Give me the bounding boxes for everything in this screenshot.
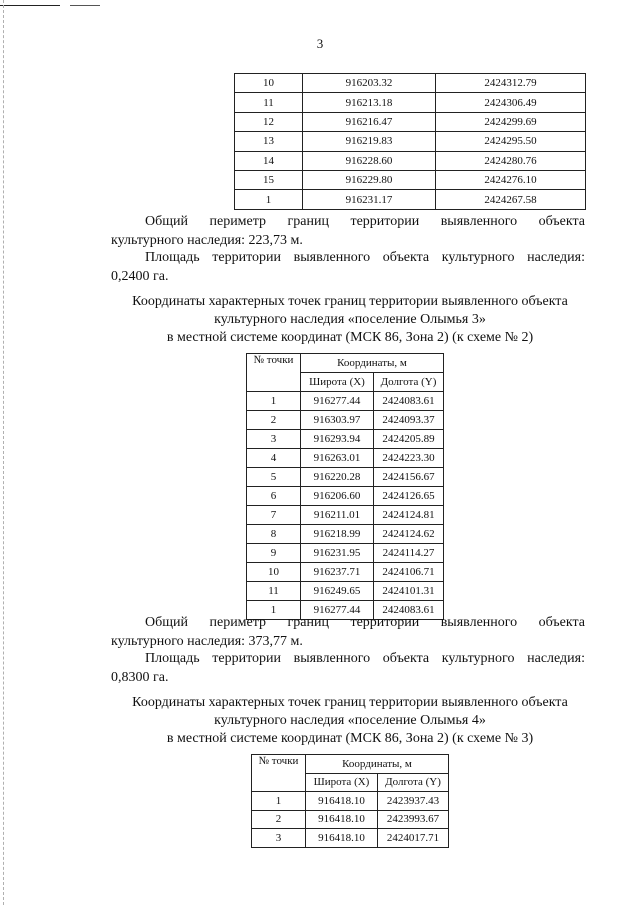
- table-row: [235, 132, 586, 151]
- table-row: [247, 544, 444, 563]
- table-row: [235, 74, 586, 93]
- table-row: [247, 525, 444, 544]
- longitude-cell: 2424083.61: [374, 392, 444, 411]
- latitude-cell: 916219.83: [303, 132, 436, 151]
- longitude-cell: 2424124.62: [374, 525, 444, 544]
- perimeter-text-1-line2: культурного наследия: 223,73 м.: [111, 233, 303, 248]
- table-row: [247, 449, 444, 468]
- table-row: [252, 829, 449, 848]
- longitude-cell: 2424124.81: [374, 506, 444, 525]
- table-row: [235, 190, 586, 209]
- table-row: [235, 151, 586, 170]
- latitude-cell: 916229.80: [303, 170, 436, 189]
- point-number-cell: 3: [252, 829, 306, 848]
- table-row: [247, 468, 444, 487]
- point-number-cell: 1: [252, 792, 306, 811]
- header-latitude: Широта (X): [306, 773, 378, 792]
- perimeter-text-2-line1: Общий периметр границ территории выявленного объекта: [145, 615, 585, 630]
- latitude-cell: 916418.10: [306, 829, 378, 848]
- section-2-heading-line3: в местной системе координат (МСК 86, Зона 2) (к схеме № 2): [166, 330, 534, 345]
- top-rule: [0, 5, 60, 6]
- point-number-cell: 14: [235, 151, 303, 170]
- page-number: 3: [316, 36, 324, 51]
- point-number-cell: 1: [247, 392, 301, 411]
- table-row: [252, 792, 449, 811]
- coords-table-2: [246, 353, 444, 620]
- coords-table-1: [234, 73, 586, 210]
- section-3-heading-line3: в местной системе координат (МСК 86, Зона 2) (к схеме № 3): [166, 731, 534, 746]
- latitude-cell: 916213.18: [303, 93, 436, 112]
- point-number-cell: 4: [247, 449, 301, 468]
- point-number-cell: 10: [247, 563, 301, 582]
- longitude-cell: 2424299.69: [436, 112, 586, 131]
- header-coordinates: Координаты, м: [306, 755, 449, 774]
- header-longitude: Долгота (Y): [374, 373, 444, 392]
- table-row: [235, 170, 586, 189]
- table-row: [247, 563, 444, 582]
- coords-table-3: [251, 754, 449, 848]
- longitude-cell: 2424295.50: [436, 132, 586, 151]
- longitude-cell: 2424205.89: [374, 430, 444, 449]
- table-row: [247, 506, 444, 525]
- latitude-cell: 916303.97: [301, 411, 374, 430]
- point-number-cell: 2: [252, 810, 306, 829]
- longitude-cell: 2424114.27: [374, 544, 444, 563]
- longitude-cell: 2423993.67: [378, 810, 449, 829]
- longitude-cell: 2424126.65: [374, 487, 444, 506]
- latitude-cell: 916237.71: [301, 563, 374, 582]
- longitude-cell: 2424280.76: [436, 151, 586, 170]
- table-row: [247, 582, 444, 601]
- area-text-1-line1: Площадь территории выявленного объекта культурного наследия:: [145, 250, 585, 265]
- section-2-heading-line1: Координаты характерных точек границ территории выявленного объекта: [132, 294, 568, 309]
- latitude-cell: 916220.28: [301, 468, 374, 487]
- table-row: [247, 392, 444, 411]
- longitude-cell: 2424306.49: [436, 93, 586, 112]
- latitude-cell: 916249.65: [301, 582, 374, 601]
- point-number-cell: 11: [235, 93, 303, 112]
- latitude-cell: 916418.10: [306, 792, 378, 811]
- perimeter-text-1-line1: Общий периметр границ территории выявленного объекта: [145, 214, 585, 229]
- point-number-cell: 1: [247, 601, 301, 620]
- point-number-cell: 13: [235, 132, 303, 151]
- latitude-cell: 916231.17: [303, 190, 436, 209]
- longitude-cell: 2424223.30: [374, 449, 444, 468]
- point-number-cell: 5: [247, 468, 301, 487]
- latitude-cell: 916203.32: [303, 74, 436, 93]
- section-3-heading-line1: Координаты характерных точек границ территории выявленного объекта: [132, 695, 568, 710]
- longitude-cell: 2424083.61: [374, 601, 444, 620]
- table-row: [252, 810, 449, 829]
- longitude-cell: 2424276.10: [436, 170, 586, 189]
- longitude-cell: 2424101.31: [374, 582, 444, 601]
- point-number-cell: 9: [247, 544, 301, 563]
- latitude-cell: 916418.10: [306, 810, 378, 829]
- point-number-cell: 12: [235, 112, 303, 131]
- area-text-2-line1: Площадь территории выявленного объекта культурного наследия:: [145, 651, 585, 666]
- table-row: [247, 411, 444, 430]
- section-2-heading-line2: культурного наследия «поселение Олымья 3»: [214, 312, 486, 327]
- latitude-cell: 916216.47: [303, 112, 436, 131]
- point-number-cell: 7: [247, 506, 301, 525]
- coords-table-3-body: [252, 792, 449, 848]
- latitude-cell: 916277.44: [301, 392, 374, 411]
- table-row: [247, 430, 444, 449]
- point-number-cell: 1: [235, 190, 303, 209]
- latitude-cell: 916211.01: [301, 506, 374, 525]
- longitude-cell: 2424267.58: [436, 190, 586, 209]
- header-point-number: № точки: [252, 755, 306, 792]
- latitude-cell: 916218.99: [301, 525, 374, 544]
- header-latitude: Широта (X): [301, 373, 374, 392]
- perimeter-text-2-line2: культурного наследия: 373,77 м.: [111, 634, 303, 649]
- table-row: [235, 112, 586, 131]
- latitude-cell: 916231.95: [301, 544, 374, 563]
- section-3-heading-line2: культурного наследия «поселение Олымья 4»: [214, 713, 486, 728]
- area-text-1-line2: 0,2400 га.: [111, 269, 169, 284]
- longitude-cell: 2424156.67: [374, 468, 444, 487]
- point-number-cell: 3: [247, 430, 301, 449]
- header-coordinates: Координаты, м: [301, 354, 444, 373]
- coords-table-2-body: [247, 392, 444, 620]
- header-longitude: Долгота (Y): [378, 773, 449, 792]
- longitude-cell: 2424017.71: [378, 829, 449, 848]
- latitude-cell: 916293.94: [301, 430, 374, 449]
- latitude-cell: 916206.60: [301, 487, 374, 506]
- coords-table-1-body: [235, 74, 586, 210]
- header-point-number: № точки: [247, 354, 301, 392]
- binding-margin-line: [3, 0, 4, 905]
- point-number-cell: 11: [247, 582, 301, 601]
- latitude-cell: 916277.44: [301, 601, 374, 620]
- longitude-cell: 2424093.37: [374, 411, 444, 430]
- point-number-cell: 8: [247, 525, 301, 544]
- table-row: [247, 487, 444, 506]
- point-number-cell: 10: [235, 74, 303, 93]
- point-number-cell: 2: [247, 411, 301, 430]
- longitude-cell: 2424312.79: [436, 74, 586, 93]
- top-rule-short: [70, 5, 100, 6]
- latitude-cell: 916263.01: [301, 449, 374, 468]
- point-number-cell: 6: [247, 487, 301, 506]
- table-row: [235, 93, 586, 112]
- longitude-cell: 2423937.43: [378, 792, 449, 811]
- longitude-cell: 2424106.71: [374, 563, 444, 582]
- area-text-2-line2: 0,8300 га.: [111, 670, 169, 685]
- point-number-cell: 15: [235, 170, 303, 189]
- latitude-cell: 916228.60: [303, 151, 436, 170]
